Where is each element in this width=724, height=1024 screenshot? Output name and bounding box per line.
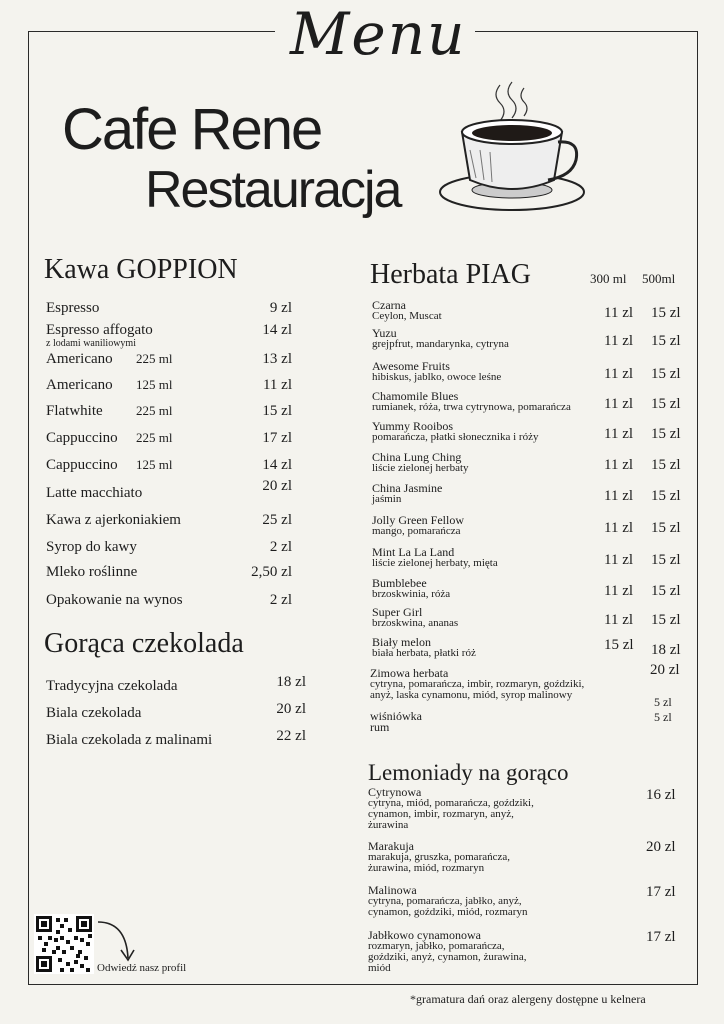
chocolate-item-name: Tradycyjna czekolada [46, 678, 178, 694]
coffee-item-size: 225 ml [136, 403, 173, 418]
tea-item-name: Jolly Green Fellow [372, 513, 464, 527]
tea-item-price-300: 11 zl [604, 366, 634, 382]
chocolate-section-title: Gorąca czekolada [44, 628, 244, 659]
tea-item-price-300: 11 zl [604, 333, 634, 349]
tea-item-price-500: 15 zl [651, 305, 681, 321]
tea-item-price-500: 15 zl [651, 583, 681, 599]
coffee-item-name: Mleko roślinne [46, 564, 138, 580]
chocolate-item-price: 20 zl [276, 701, 306, 717]
coffee-item-name: Kawa z ajerkoniakiem [46, 512, 181, 528]
coffee-item-name: Latte macchiato [46, 485, 143, 501]
coffee-item-price: 11 zl [262, 377, 292, 393]
coffee-item-name: Americano [46, 377, 113, 393]
tea-item-desc: mango, pomarańcza [372, 525, 461, 537]
lemonade-item-name: Jabłkowo cynamonowa [368, 928, 481, 942]
tea-item-price-300: 11 zl [604, 612, 634, 628]
coffee-item-size: 225 ml [136, 430, 173, 445]
coffee-item-size: 225 ml [136, 351, 173, 366]
coffee-item-price: 15 zl [262, 403, 292, 419]
tea-item-desc: biała herbata, płatki róż [372, 647, 476, 659]
tea-item-price-300: 11 zl [604, 457, 634, 473]
lemonade-section-title: Lemoniady na gorąco [368, 760, 569, 785]
coffee-item-price: 13 zl [262, 351, 292, 367]
winter-tea-name: Zimowa herbata [370, 666, 449, 680]
tea-item-desc: grejpfrut, mandarynka, cytryna [372, 338, 509, 350]
tea-item-price-500: 15 zl [651, 396, 681, 412]
tea-item-price-300: 11 zl [604, 396, 634, 412]
lemonade-item-desc: miód [368, 962, 391, 974]
lemonade-item-desc: cynamon, goździki, miód, rozmaryn [368, 906, 528, 918]
coffee-item-price: 25 zl [262, 512, 292, 528]
lemonade-item-name: Cytrynowa [368, 785, 422, 799]
restaurant-name: Cafe Rene [62, 97, 322, 162]
tea-item-name: Biały melon [372, 635, 431, 649]
tea-item-desc: liście zielonej herbaty, mięta [372, 557, 498, 569]
coffee-item-name: Flatwhite [46, 403, 103, 419]
addon-price: 5 zl [654, 695, 672, 709]
coffee-item-name: Espresso [46, 300, 100, 316]
tea-item-price-300: 11 zl [604, 426, 634, 442]
tea-item-name: Czarna [372, 298, 406, 312]
tea-item-desc: liście zielonej herbaty [372, 462, 469, 474]
chocolate-item-name: Biala czekolada z malinami [46, 732, 213, 748]
addon-name: rum [370, 720, 390, 734]
lemonade-item-price: 17 zl [646, 929, 676, 945]
chocolate-item-price: 22 zl [276, 728, 306, 744]
tea-item-price-300: 11 zl [604, 552, 634, 568]
coffee-item-desc: z lodami waniliowymi [46, 338, 136, 349]
tea-item-name: Yuzu [372, 326, 397, 340]
tea-item-name: China Jasmine [372, 481, 443, 495]
tea-item-desc: Ceylon, Muscat [372, 310, 442, 322]
coffee-item-price: 14 zl [262, 322, 292, 338]
restaurant-subtitle: Restauracja [145, 161, 401, 219]
addon-price: 5 zl [654, 710, 672, 724]
lemonade-item-price: 16 zl [646, 787, 676, 803]
tea-item-price-500: 15 zl [651, 366, 681, 382]
coffee-item-price: 2 zl [269, 539, 292, 555]
qr-code[interactable] [34, 914, 94, 974]
winter-tea-price: 20 zl [650, 662, 680, 678]
tea-item-name: Yummy Rooibos [372, 419, 454, 433]
tea-section-title: Herbata PIAG [370, 259, 531, 290]
coffee-item-size: 125 ml [136, 457, 173, 472]
tea-item-price-500: 15 zl [651, 426, 681, 442]
tea-item-name: Chamomile Blues [372, 389, 459, 403]
tea-col-500: 500ml [642, 271, 676, 286]
tea-item-name: Bumblebee [372, 576, 427, 590]
coffee-item-name: Cappuccino [46, 430, 118, 446]
tea-item-price-300: 11 zl [604, 520, 634, 536]
coffee-item-name: Opakowanie na wynos [46, 592, 183, 608]
tea-item-price-500: 15 zl [651, 552, 681, 568]
tea-item-desc: rumianek, róża, trwa cytrynowa, pomarańcza [372, 401, 571, 413]
coffee-section-title: Kawa GOPPION [44, 254, 238, 285]
tea-item-price-300: 11 zl [604, 488, 634, 504]
lemonade-item-desc: goździki, anyż, cynamon, żurawina, [368, 951, 527, 963]
lemonade-item-desc: cynamon, imbir, rozmaryn, anyż, [368, 808, 514, 820]
coffee-item-name: Espresso affogato [46, 322, 153, 338]
tea-col-300: 300 ml [590, 271, 627, 286]
tea-item-desc: brzoskwinia, róża [372, 588, 451, 600]
coffee-item-name: Syrop do kawy [46, 539, 137, 555]
lemonade-item-desc: żurawina [368, 819, 409, 831]
coffee-item-price: 2 zl [269, 592, 292, 608]
lemonade-item-desc: marakuja, gruszka, pomarańcza, [368, 851, 511, 863]
tea-item-price-300: 11 zl [604, 583, 634, 599]
tea-item-price-500: 15 zl [651, 520, 681, 536]
coffee-item-price: 2,50 zl [251, 564, 292, 580]
lemonade-item-price: 17 zl [646, 884, 676, 900]
coffee-cup-icon [430, 80, 600, 225]
tea-item-name: Mint La La Land [372, 545, 455, 559]
lemonade-item-price: 20 zl [646, 839, 676, 855]
tea-item-desc: brzoskwina, ananas [372, 617, 459, 629]
tea-item-price-500: 18 zl [651, 642, 681, 658]
winter-tea-desc: anyż, laska cynamonu, miód, syrop malinowy [370, 689, 573, 701]
arrow-icon [96, 918, 142, 964]
winter-tea-desc: cytryna, pomarańcza, imbir, rozmaryn, goździki, [370, 678, 585, 690]
lemonade-item-desc: rozmaryn, jabłko, pomarańcza, [368, 940, 505, 952]
tea-item-desc: pomarańcza, płatki słonecznika i róży [372, 431, 539, 443]
tea-item-price-300: 11 zl [604, 305, 634, 321]
coffee-item-price: 17 zl [262, 430, 292, 446]
lemonade-item-desc: cytryna, miód, pomarańcza, goździki, [368, 797, 534, 809]
chocolate-item-price: 18 zl [276, 674, 306, 690]
lemonade-item-desc: cytryna, pomarańcza, jabłko, anyż, [368, 895, 522, 907]
coffee-item-name: Americano [46, 351, 113, 367]
tea-item-name: Super Girl [372, 605, 423, 619]
coffee-item-price: 14 zl [262, 457, 292, 473]
lemonade-item-name: Malinowa [368, 883, 417, 897]
tea-item-name: China Lung Ching [372, 450, 462, 464]
tea-item-desc: hibiskus, jablko, owoce leśne [372, 371, 502, 383]
tea-item-price-500: 15 zl [651, 488, 681, 504]
chocolate-item-name: Biala czekolada [46, 705, 142, 721]
qr-label[interactable]: Odwiedź nasz profil [97, 962, 187, 974]
coffee-item-name: Cappuccino [46, 457, 118, 473]
coffee-item-size: 125 ml [136, 377, 173, 392]
footer-note: *gramatura dań oraz alergeny dostępne u kelnera [410, 992, 646, 1006]
tea-item-price-500: 15 zl [651, 333, 681, 349]
tea-item-desc: jaśmin [372, 493, 402, 505]
tea-item-price-300: 15 zl [604, 637, 634, 653]
coffee-item-price: 9 zl [269, 300, 292, 316]
tea-item-name: Awesome Fruits [372, 359, 450, 373]
lemonade-item-name: Marakuja [368, 839, 414, 853]
addon-name: wiśniówka [370, 709, 422, 723]
tea-item-price-500: 15 zl [651, 457, 681, 473]
tea-item-price-500: 15 zl [651, 612, 681, 628]
lemonade-item-desc: żurawina, miód, rozmaryn [368, 862, 485, 874]
menu-script-title: Menu [290, 0, 467, 68]
coffee-item-price: 20 zl [262, 478, 292, 494]
